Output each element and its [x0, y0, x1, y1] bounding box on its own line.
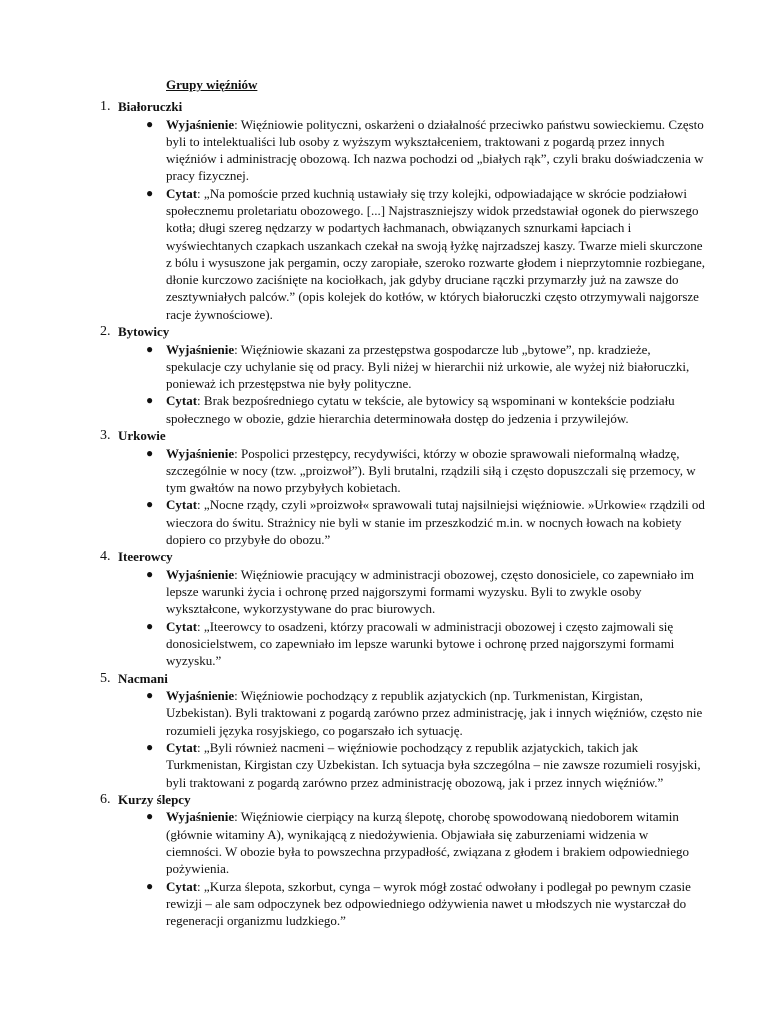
explanation-text: Pospolici przestępcy, recydywiści, którzy w obozie sprawowali nieformalną władzę, szczególnie w nocy (tzw. „proizwoł”). Byli brutalni, rządzili siłą i często dopuszczali się przemocy, w tym gwałtów na nowo przybyłych kobietach. — [166, 445, 696, 496]
quote-text: „Byli również nacmeni – więźniowie pochodzący z republik azjatyckich, takich jak Turkmenistan, Kirgistan czy Uzbekistan. Ich sytuacja była szczególna – nie zawsze rozumieli rosyjski, byli traktowani z pogardą zarówno przez administrację obozową, jak i przez innych więźniów.” — [166, 740, 701, 790]
group-name: Nacmani — [118, 670, 168, 686]
explanation-label: Wyjaśnienie — [166, 116, 235, 132]
group-heading — [0, 323, 768, 341]
group-number: 5. — [100, 670, 111, 686]
bullet-icon: ● — [146, 341, 154, 356]
quote-text: „Nocne rządy, czyli »proizwoł« sprawowali tutaj najsilniejsi więźniowie. »Urkowie« rządzili od wieczora do świtu. Strażnicy nie byli w stanie im przeszkodzić m.in. w nocnych łowach na kobiety dopiero co przybyłe do obozu.” — [166, 497, 705, 548]
bullet-icon: ● — [146, 618, 154, 633]
quote-text: Brak bezpośredniego cytatu w tekście, ale bytowicy są wspominani w kontekście podziału społecznego w obozie, gdzie hierarchia determinowała dostęp do jedzenia i przywilejów. — [166, 393, 675, 426]
quote-text: „Kurza ślepota, szkorbut, cynga – wyrok mógł zostać odwołany i podlegał po pewnym czasie rewizji – ale sam odpoczynek bez odpowiedniego odżywienia nawet u młodszych nie wystarczał do regeneracji organizmu ludzkiego.” — [166, 878, 691, 929]
group-item — [0, 98, 768, 323]
group-points — [0, 116, 768, 324]
group-name: Urkowie — [118, 428, 166, 444]
group-number: 6. — [100, 791, 111, 807]
group-name: Białoruczki — [118, 99, 183, 114]
group-points — [0, 566, 768, 670]
explanation-item: ● Wyjaśnienie: Więźniowie skazani za przestępstwa gospodarcze lub „bytowe”, np. kradzieże, spekulacje czy uchylanie się od pracy. Byli niżej w hierarchii niż urkowie, ale wyżej niż białoruczki, ponieważ ich przestępstwa nie były polityczne. — [146, 341, 690, 392]
bullet-icon: ● — [146, 809, 154, 824]
bullet-icon: ● — [146, 688, 154, 703]
group-heading — [0, 98, 768, 116]
group-number: 2. — [100, 324, 111, 340]
explanation-label: Wyjaśnienie — [166, 566, 235, 582]
explanation-label: Wyjaśnienie — [166, 809, 235, 825]
quote-item: ● Cytat: „Iteerowcy to osadzeni, którzy pracowali w administracji obozowej i często zajmowali się donosicielstwem, co zapewniało im lepsze warunki bytowe i ochronę przed najgorszymi formami wyzysku.” — [146, 618, 675, 669]
bullet-icon: ● — [146, 740, 154, 754]
group-name: Iteerowcy — [118, 549, 173, 565]
group-points — [0, 445, 768, 549]
bullet-icon: ● — [146, 497, 154, 512]
group-number: 1. — [100, 99, 111, 114]
group-points — [0, 341, 768, 427]
group-name: Kurzy ślepcy — [118, 791, 191, 807]
explanation-text: Więźniowie pracujący w administracji obozowej, często donosiciele, co zapewniało im lepsze warunki życia i ochronę przed najgorszymi formami wyzysku. Byli to zwykle osoby wykształcone, wykorzystywane do prac biurowych. — [166, 566, 695, 617]
quote-label: Cytat — [166, 497, 198, 513]
bullet-icon: ● — [146, 445, 154, 460]
quote-label: Cytat — [166, 740, 198, 755]
group-name: Bytowicy — [118, 324, 170, 340]
explanation-item: ● Wyjaśnienie: Więźniowie cierpiący na kurzą ślepotę, chorobę spowodowaną niedoborem witamin (głównie witaminy A), wynikającą z niedożywienia. Objawiała się zaburzeniami widzenia w ciemności. W obozie była to powszechna przypadłość, związana z głodem i brakiem odpowiedniego pożywienia. — [146, 809, 689, 877]
quote-item: ● Cytat: „Na pomoście przed kuchnią ustawiały się trzy kolejki, odpowiadające w skrócie podziałowi społecznemu proletariatu obozowego. [...] Najstraszniejszy widok przedstawiał ogonek do pierwszego kotła; długi szereg nędzarzy w podartych łachmanach, obwiązanych sznurkami łapciach i wyświechtanych czapkach uszankach czekał na swoją łyżkę najrzadszej kaszy. Twarze mieli skurczone z bólu i wysuszone jak pergamin, oczy zaropiałe, szeroko rozwarte głodem i nieprzytomnie rozbiegane, dłonie kurczowo zaciśnięte na kociołkach, jak gdyby druciane rączki przymarzły już na zawsze do zesztywniałych palców.” (opis kolejek do kotłów, w których białoruczki często otrzymywali najgorsze racje żywnościowe). — [146, 185, 706, 322]
group-heading — [0, 427, 768, 445]
group-item — [0, 548, 768, 669]
quote-label: Cytat — [166, 618, 198, 634]
explanation-text: Więźniowie pochodzący z republik azjatyckich (np. Turkmenistan, Kirgistan, Uzbekistan). Byli traktowani z pogardą zarówno przez administrację, jak i innych więźniów, często nie rozumieli języka rosyjskiego, co pogarszało ich sytuację. — [166, 688, 703, 738]
document-title: Grupy więźniów — [166, 77, 258, 92]
group-points — [0, 687, 768, 791]
explanation-text: Więźniowie skazani za przestępstwa gospodarcze lub „bytowe”, np. kradzieże, spekulacje czy uchylanie się od pracy. Byli niżej w hierarchii niż urkowie, ale wyżej niż białoruczki, ponieważ ich przestępstwa nie były polityczne. — [166, 341, 690, 392]
explanation-item: ● Wyjaśnienie: Więźniowie pochodzący z republik azjatyckich (np. Turkmenistan, Kirgistan, Uzbekistan). Byli traktowani z pogardą zarówno przez administrację, jak i innych więźniów, często nie rozumieli języka rosyjskiego, co pogarszało ich sytuację. — [146, 688, 703, 738]
bullet-icon: ● — [146, 566, 154, 581]
quote-label: Cytat — [166, 878, 198, 894]
quote-item: ● Cytat: „Nocne rządy, czyli »proizwoł« sprawowali tutaj najsilniejsi więźniowie. »Urkowie« rządzili od wieczora do świtu. Strażnicy nie byli w stanie im przeszkodzić m.in. w nocnych łowach na kobiety dopiero co przybyłe do obozu.” — [146, 497, 705, 548]
explanation-label: Wyjaśnienie — [166, 688, 235, 704]
explanation-item: ● Wyjaśnienie: Więźniowie polityczni, oskarżeni o działalność przeciwko państwu sowieckiemu. Często byli to intelektualiści lub osoby z wyższym wykształceniem, traktowani z pogardą przez innych więźniów i administrację obozową. Ich nazwa pochodzi od „białych rąk”, czyli braku doświadczenia w pracy fizycznej. — [146, 116, 704, 184]
explanation-text: Więźniowie cierpiący na kurzą ślepotę, chorobę spowodowaną niedoborem witamin (głównie witaminy A), wynikającą z niedożywienia. Objawiała się zaburzeniami widzenia w ciemności. W obozie była to powszechna przypadłość, związana z głodem i brakiem odpowiedniego pożywienia. — [166, 809, 689, 877]
group-points — [0, 808, 768, 929]
group-item — [0, 427, 768, 548]
quote-text: „Na pomoście przed kuchnią ustawiały się trzy kolejki, odpowiadające w skrócie podziałowi społecznemu proletariatu obozowego. [...] Najstraszniejszy widok przedstawiał ogonek do pierwszego kotła; długi szereg nędzarzy w podartych łachmanach, obwiązanych sznurkami łapciach i wyświechtanych czapkach uszankach czekał na swoją łyżkę najrzadszej kaszy. Twarze mieli skurczone z bólu i wysuszone jak pergamin, oczy zaropiałe, szeroko rozwarte głodem i nieprzytomnie rozbiegane, dłonie kurczowo zaciśnięte na kociołkach, jak gdyby druciane rączki przymarzły już na zawsze do zesztywniałych palców.” (opis kolejek do kotłów, w których białoruczki często otrzymywali najgorsze racje żywnościowe). — [166, 185, 706, 322]
bullet-icon: ● — [146, 116, 154, 131]
quote-text: „Iteerowcy to osadzeni, którzy pracowali w administracji obozowej i często zajmowali się donosicielstwem, co zapewniało im lepsze warunki bytowe i ochronę przed najgorszymi formami wyzysku.” — [166, 618, 675, 669]
explanation-label: Wyjaśnienie — [166, 341, 235, 357]
quote-label: Cytat — [166, 185, 198, 201]
group-heading — [0, 670, 768, 688]
group-number: 3. — [100, 428, 111, 444]
quote-item: ● Cytat: Brak bezpośredniego cytatu w tekście, ale bytowicy są wspominani w kontekście podziału społecznego w obozie, gdzie hierarchia determinowała dostęp do jedzenia i przywilejów. — [146, 393, 675, 426]
group-item — [0, 791, 768, 930]
bullet-icon: ● — [146, 393, 154, 408]
groups-list — [0, 98, 768, 929]
group-heading — [0, 548, 768, 566]
group-item — [0, 670, 768, 791]
group-heading — [0, 791, 768, 809]
bullet-icon: ● — [146, 185, 154, 200]
explanation-label: Wyjaśnienie — [166, 445, 235, 461]
group-number: 4. — [100, 549, 111, 565]
quote-item: ● Cytat: „Kurza ślepota, szkorbut, cynga – wyrok mógł zostać odwołany i podlegał po pewnym czasie rewizji – ale sam odpoczynek bez odpowiedniego odżywienia nawet u młodszych nie wystarczał do regeneracji organizmu ludzkiego.” — [146, 878, 691, 929]
bullet-icon: ● — [146, 878, 154, 893]
group-item — [0, 323, 768, 427]
quote-label: Cytat — [166, 393, 198, 409]
explanation-item: ● Wyjaśnienie: Więźniowie pracujący w administracji obozowej, często donosiciele, co zapewniało im lepsze warunki życia i ochronę przed najgorszymi formami wyzysku. Byli to zwykle osoby wykształcone, wykorzystywane do prac biurowych. — [146, 566, 695, 617]
explanation-text: Więźniowie polityczni, oskarżeni o działalność przeciwko państwu sowieckiemu. Często byli to intelektualiści lub osoby z wyższym wykształceniem, traktowani z pogardą przez innych więźniów i administrację obozową. Ich nazwa pochodzi od „białych rąk”, czyli braku doświadczenia w pracy fizycznej. — [166, 116, 704, 184]
quote-item: ● Cytat: „Byli również nacmeni – więźniowie pochodzący z republik azjatyckich, takich jak Turkmenistan, Kirgistan czy Uzbekistan. Ich sytuacja była szczególna – nie zawsze rozumieli rosyjski, byli traktowani z pogardą zarówno przez administrację obozową, jak i przez innych więźniów.” — [146, 740, 701, 790]
explanation-item: ● Wyjaśnienie: Pospolici przestępcy, recydywiści, którzy w obozie sprawowali nieformalną władzę, szczególnie w nocy (tzw. „proizwoł”). Byli brutalni, rządzili siłą i często dopuszczali się przemocy, w tym gwałtów na nowo przybyłych kobietach. — [146, 445, 696, 496]
